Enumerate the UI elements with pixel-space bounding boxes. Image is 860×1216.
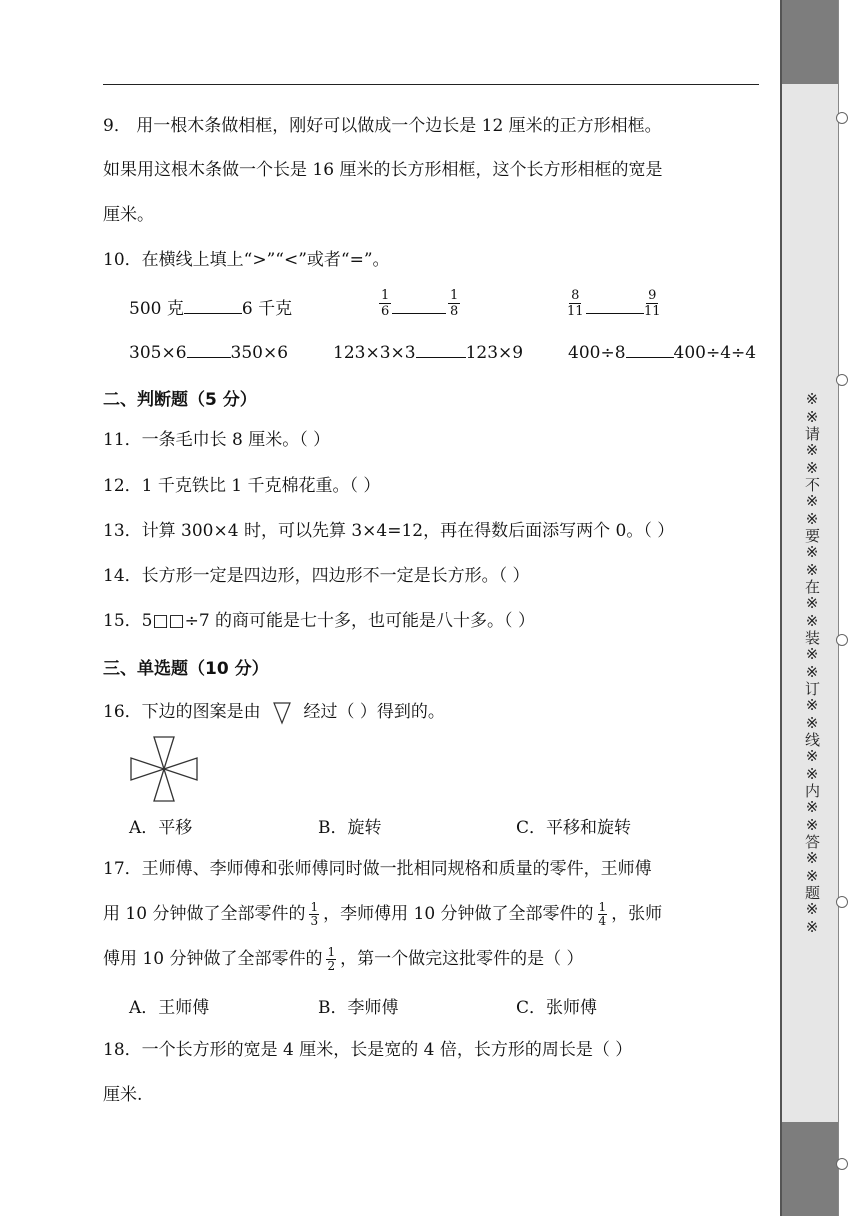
- binding-strip-bottom-block: [780, 1122, 838, 1216]
- q18-line1: 18．一个长方形的宽是 4 厘米，长是宽的 4 倍，长方形的周长是（ ）: [103, 1040, 633, 1060]
- q10-b-frac2: 1 8: [450, 288, 459, 319]
- section-3-title: 三、单选题（10 分）: [103, 659, 269, 679]
- q12: 12．1 千克铁比 1 千克棉花重。（ ）: [103, 476, 381, 496]
- q10-a-left: 500 克: [129, 299, 184, 319]
- q10-b-blank[interactable]: [392, 313, 446, 314]
- q16-option-b[interactable]: B．旋转: [318, 818, 382, 838]
- page-edge: [846, 0, 860, 1216]
- binding-hole: [836, 896, 848, 908]
- q17-line3: 傅用 10 分钟做了全部零件的 $\frac{1}{2}$ ，第一个做完这批零件的是（ ）: [103, 945, 584, 973]
- q18-line2: 厘米.: [103, 1085, 143, 1105]
- q10-a-right: 6 千克: [241, 299, 293, 319]
- q10-f-blank[interactable]: [626, 341, 674, 358]
- q13: 13．计算 300×4 时，可以先算 3×4=12，再在得数后面添写两个 0。（ ）: [103, 521, 675, 541]
- q16-stem: 16．下边的图案是由 经过（ ）得到的。: [103, 700, 445, 725]
- binding-hole: [836, 374, 848, 386]
- q10-a: [129, 294, 292, 319]
- binding-warning-text: ※※请※※不※※要※※在※※装※※订※※线※※内※※答※※题※※: [803, 390, 821, 936]
- q17-option-c[interactable]: C．张师傅: [516, 998, 598, 1018]
- q10-a-blank[interactable]: [184, 297, 242, 314]
- q10-f: 400÷8 400÷4÷4: [568, 343, 757, 363]
- q17-option-b[interactable]: B．李师傅: [318, 998, 399, 1018]
- q17-option-a[interactable]: A．王师傅: [129, 998, 210, 1018]
- section-2-title: 二、判断题（5 分）: [103, 390, 257, 410]
- q10-c-blank[interactable]: [586, 313, 644, 314]
- binding-hole: [836, 634, 848, 646]
- binding-strip-top-block: [780, 0, 838, 84]
- q16-option-a[interactable]: A．平移: [129, 818, 193, 838]
- q16-option-c[interactable]: C．平移和旋转: [516, 818, 632, 838]
- q10-c-frac1: 8 11: [567, 288, 584, 319]
- q9-line1: 9． 用一根木条做相框，刚好可以做成一个边长是 12 厘米的正方形相框。: [103, 116, 662, 136]
- q17-frac-2: $\frac{1}{4}$: [598, 900, 607, 928]
- q15: 15．5□□÷7 的商可能是七十多，也可能是八十多。（ ）: [103, 611, 535, 631]
- header-rule: [103, 84, 759, 85]
- q17-line2: 用 10 分钟做了全部零件的 $\frac{1}{3}$ ，李师傅用 10 分钟做了全部零件的 $\frac{1}{4}$ ，张师: [103, 900, 663, 928]
- binding-hole: [836, 112, 848, 124]
- q17-frac-1: $\frac{1}{3}$: [310, 900, 319, 928]
- q10-d-blank[interactable]: [187, 341, 231, 358]
- q10-e-blank[interactable]: [416, 341, 466, 358]
- q10-stem: 10．在横线上填上“>”“<”或者“=”。: [103, 250, 390, 270]
- q10-b-frac1: 1 6: [381, 288, 390, 319]
- q9-line3: 厘米。: [103, 205, 154, 225]
- binding-hole: [836, 1158, 848, 1170]
- pinwheel-figure: [128, 734, 200, 804]
- triangle-icon: [272, 701, 292, 725]
- q10-c-frac2: 9 11: [644, 288, 661, 319]
- q11: 11．一条毛巾长 8 厘米。（ ）: [103, 430, 331, 450]
- q17-frac-3: $\frac{1}{2}$: [327, 945, 336, 973]
- q14: 14．长方形一定是四边形，四边形不一定是长方形。（ ）: [103, 566, 530, 586]
- q9-line2: 如果用这根木条做一个长是 16 厘米的长方形相框，这个长方形相框的宽是: [103, 160, 663, 180]
- q17-line1: 17．王师傅、李师傅和张师傅同时做一批相同规格和质量的零件，王师傅: [103, 859, 652, 879]
- q10-e: 123×3×3 123×9: [333, 343, 524, 363]
- q10-d: 305×6 350×6: [129, 343, 289, 363]
